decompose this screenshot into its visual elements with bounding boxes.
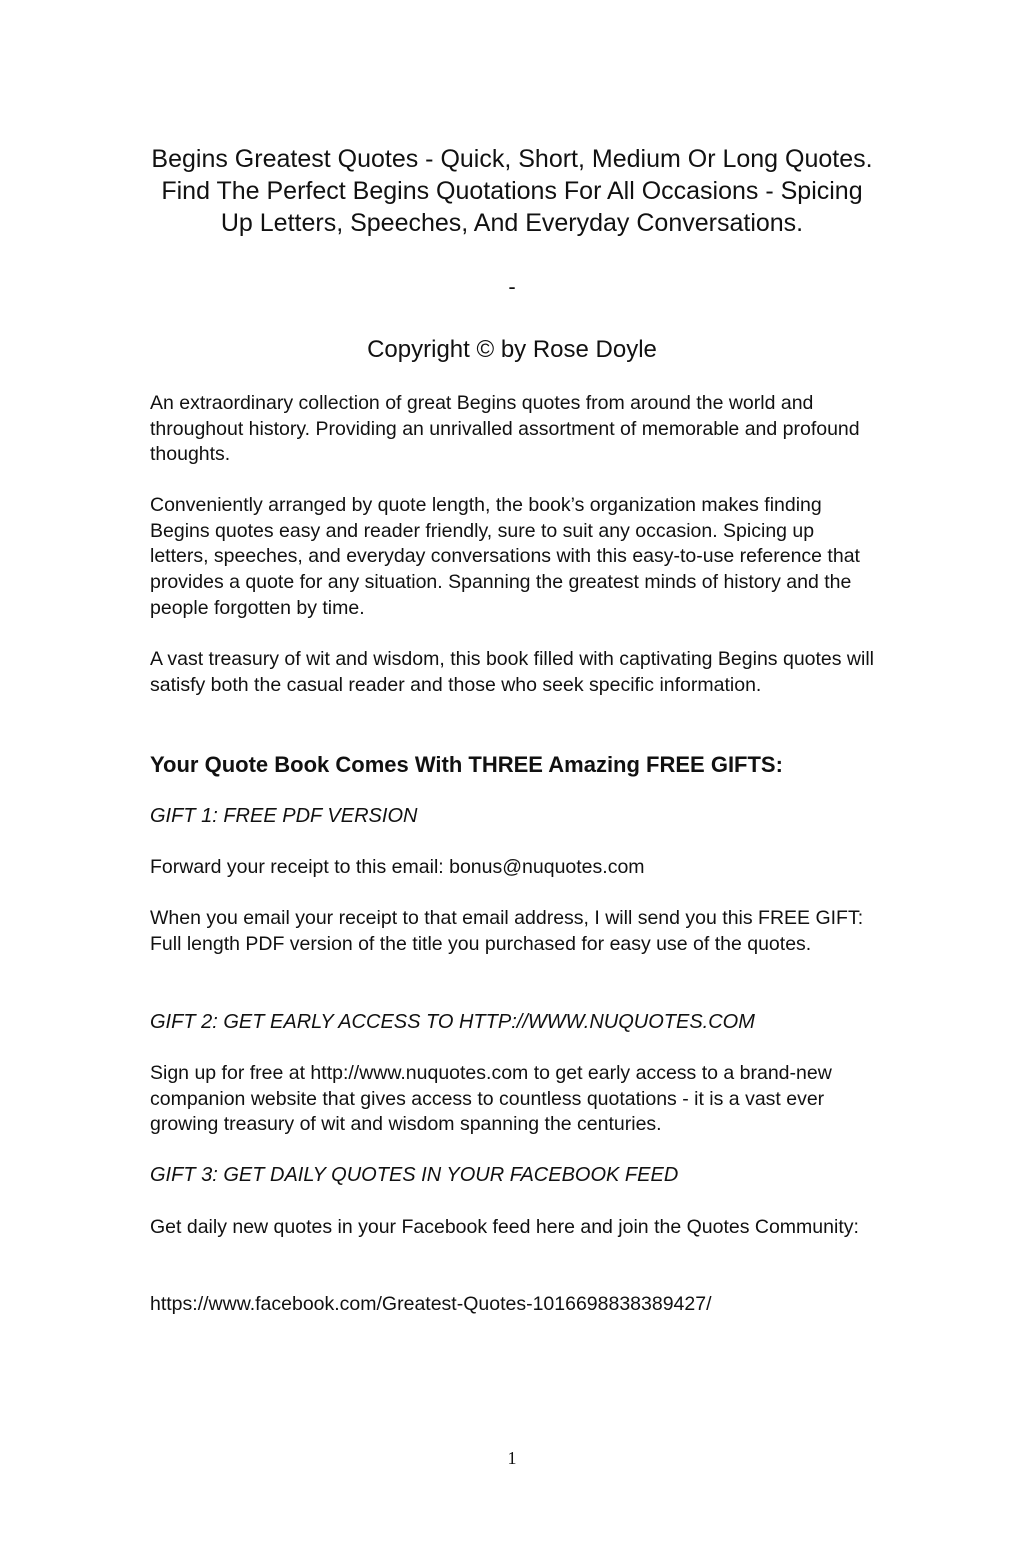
- treasury-paragraph: A vast treasury of wit and wisdom, this book filled with captivating Begins quotes will satisfy both the casual reader and those who seek specific information.: [150, 648, 875, 696]
- facebook-link[interactable]: https://www.facebook.com/Greatest-Quotes-1016698838389427/: [150, 1293, 712, 1315]
- gift-2-title: GIFT 2: GET EARLY ACCESS TO HTTP://WWW.NUQUOTES.COM: [150, 1011, 755, 1033]
- intro-paragraph: An extraordinary collection of great Begins quotes from around the world and throughout history. Providing an unrivalled assortment of memorable and profound thoughts.: [150, 392, 860, 466]
- gift-2-body: Sign up for free at http://www.nuquotes.com to get early access to a brand-new companion website that gives access to countless quotations - it is a vast ever growing treasury of wit and wisdom spanning the centuries.: [150, 1062, 832, 1136]
- separator: -: [508, 274, 516, 299]
- gift-1-title: GIFT 1: FREE PDF VERSION: [150, 805, 418, 827]
- arrangement-paragraph: Conveniently arranged by quote length, the book’s organization makes finding Begins quotes easy and reader friendly, sure to suit any occasion. Spicing up letters, speeches, and everyday conversations with this easy-to-use reference that provides a quote for any situation. Spanning the greatest minds of history and the people forgotten by time.: [150, 494, 860, 619]
- gift-1-body: When you email your receipt to that email address, I will send you this FREE GIFT: Full length PDF version of the title you purchased for easy use of the quotes.: [150, 907, 864, 955]
- gift-3-title: GIFT 3: GET DAILY QUOTES IN YOUR FACEBOOK FEED: [150, 1164, 679, 1186]
- gift-1-email-line[interactable]: Forward your receipt to this email: bonus@nuquotes.com: [150, 856, 645, 878]
- book-title: Begins Greatest Quotes - Quick, Short, Medium Or Long Quotes. Find The Perfect Begins Quotations For All Occasions - Spicing Up Letters, Speeches, And Everyday Conversations.: [151, 145, 873, 237]
- copyright-line: Copyright © by Rose Doyle: [367, 336, 657, 363]
- gifts-heading: Your Quote Book Comes With THREE Amazing FREE GIFTS:: [150, 752, 783, 777]
- page-number: 1: [507, 1448, 517, 1468]
- gift-3-body: Get daily new quotes in your Facebook feed here and join the Quotes Community:: [150, 1216, 859, 1238]
